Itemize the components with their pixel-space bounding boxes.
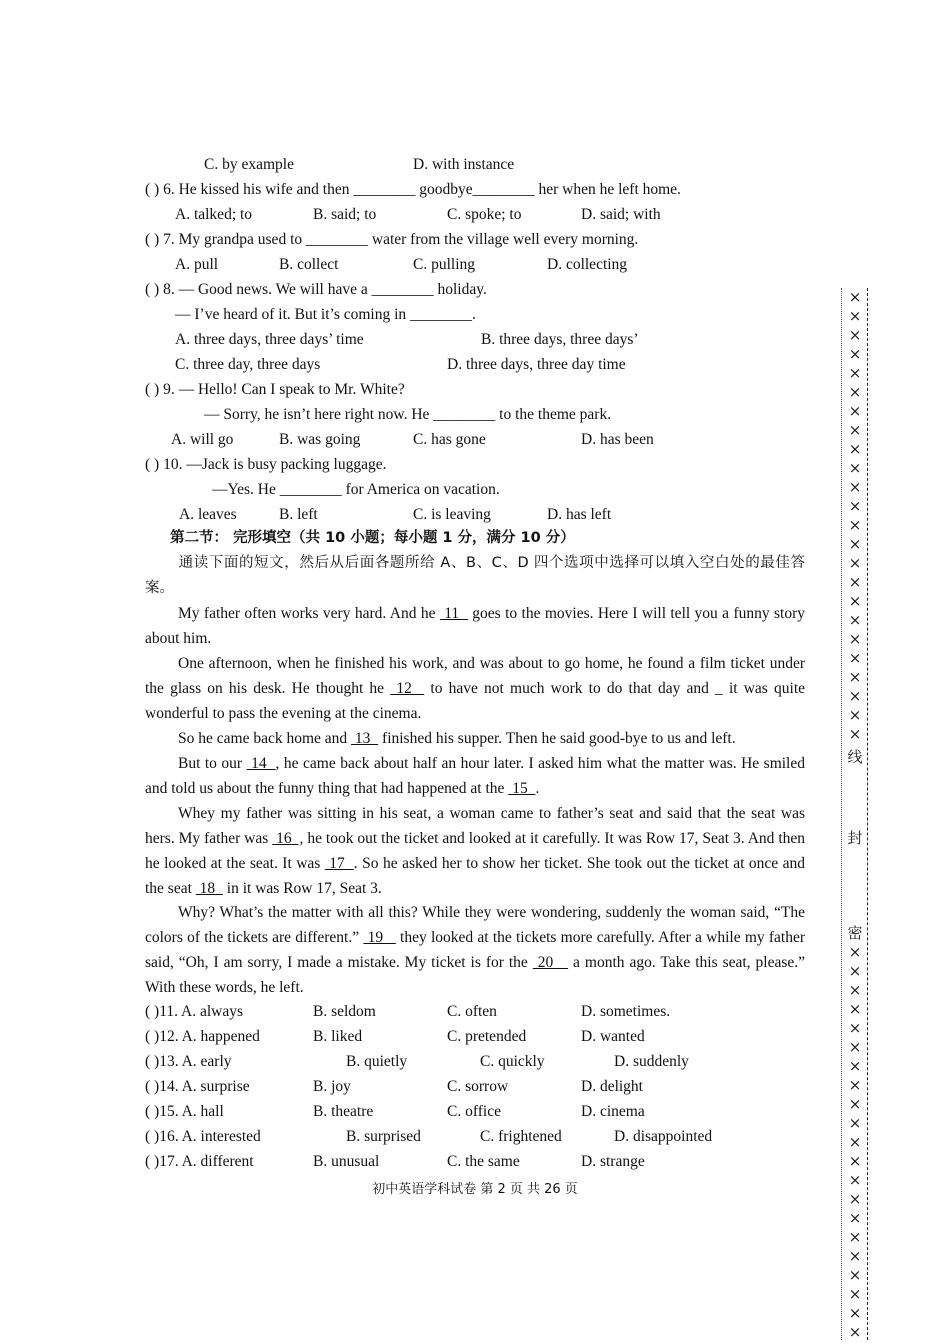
- binding-cross-mark: ×: [848, 421, 862, 439]
- blank-11: 11: [439, 605, 468, 622]
- choice-14-b: B. joy: [313, 1078, 351, 1095]
- binding-cross-mark: ×: [848, 668, 862, 686]
- choice-17-d: D. strange: [581, 1153, 645, 1170]
- binding-cross-mark: ×: [848, 1171, 862, 1189]
- q8-option-c: C. three day, three days: [175, 356, 321, 373]
- q7-option-b: B. collect: [279, 256, 339, 273]
- section-instructions: 通读下面的短文，然后从后面各题所给 A、B、C、D 四个选项中选择可以填入空白处的最佳答案。: [145, 555, 805, 596]
- q9-option-d: D. has been: [581, 431, 654, 448]
- binding-cross-mark: ×: [848, 1266, 862, 1284]
- blank-13: 13: [351, 730, 379, 747]
- binding-cross-mark: ×: [848, 649, 862, 667]
- passage-paragraph-1: My father often works very hard. And he 11 goes to the movies. Here I will tell you a funny story about him.: [145, 605, 805, 647]
- binding-cross-mark: ×: [848, 1209, 862, 1227]
- choice-13-c: C. quickly: [480, 1053, 545, 1070]
- binding-cross-mark: ×: [848, 307, 862, 325]
- binding-cross-mark: ×: [848, 1000, 862, 1018]
- q10-option-b: B. left: [279, 506, 318, 523]
- choice-16-b: B. surprised: [346, 1128, 421, 1145]
- binding-cross-mark: ×: [848, 1228, 862, 1246]
- binding-cross-mark: ×: [848, 1076, 862, 1094]
- choice-11-c: C. often: [447, 1003, 497, 1020]
- q9-option-a: A. will go: [171, 431, 234, 448]
- blank-20: 20: [532, 954, 569, 971]
- q10-option-a: A. leaves: [179, 506, 237, 523]
- binding-cross-mark: ×: [848, 440, 862, 458]
- q10-line2: —Yes. He ________ for America on vacation.: [212, 481, 500, 498]
- choice-12-c: C. pretended: [447, 1028, 527, 1045]
- choice-16-d: D. disappointed: [614, 1128, 713, 1145]
- choice-16-c: C. frightened: [480, 1128, 562, 1145]
- binding-inner-line: [841, 288, 842, 1340]
- binding-cross-mark: ×: [848, 1095, 862, 1113]
- passage-paragraph-3: So he came back home and 13 finished his supper. Then he said good-bye to us and left.: [178, 730, 736, 747]
- q7-option-a: A. pull: [175, 256, 219, 273]
- binding-cross-mark: ×: [848, 345, 862, 363]
- blank-12: 12: [390, 680, 425, 697]
- q6-option-b: B. said; to: [313, 206, 377, 223]
- q10-option-d: D. has left: [547, 506, 612, 523]
- binding-cross-mark: ×: [848, 943, 862, 961]
- binding-cross-mark: ×: [848, 1019, 862, 1037]
- q8-stem: ( ) 8. — Good news. We will have a ________ holiday.: [145, 281, 487, 298]
- choice-17-c: C. the same: [447, 1153, 520, 1170]
- q8-option-d: D. three days, three day time: [447, 356, 626, 373]
- binding-cross-mark: ×: [848, 573, 862, 591]
- binding-cross-mark: ×: [848, 611, 862, 629]
- choice-11-a: ( )11. A. always: [145, 1003, 244, 1020]
- binding-word-seal: 封: [847, 829, 863, 847]
- binding-cross-mark: ×: [848, 725, 862, 743]
- choice-14-c: C. sorrow: [447, 1078, 509, 1095]
- q5-option-c: C. by example: [204, 156, 294, 173]
- q7-stem: ( ) 7. My grandpa used to ________ water from the village well every morning.: [145, 231, 639, 248]
- binding-cross-mark: ×: [848, 1038, 862, 1056]
- blank-18: 18: [195, 880, 223, 897]
- choice-11-d: D. sometimes.: [581, 1003, 671, 1020]
- choice-17-b: B. unusual: [313, 1153, 380, 1170]
- binding-cross-mark: ×: [848, 516, 862, 534]
- binding-word-secret: 密: [847, 924, 863, 942]
- choice-16-a: ( )16. A. interested: [145, 1128, 261, 1145]
- q7-option-d: D. collecting: [547, 256, 628, 273]
- q5-option-d: D. with instance: [413, 156, 515, 173]
- binding-cross-mark: ×: [848, 1285, 862, 1303]
- q9-option-c: C. has gone: [413, 431, 486, 448]
- blank-14: 14: [246, 755, 276, 772]
- blank-19: 19: [363, 929, 396, 946]
- binding-cross-mark: ×: [848, 497, 862, 515]
- binding-cross-mark: ×: [848, 1247, 862, 1265]
- q10-option-c: C. is leaving: [413, 506, 491, 523]
- binding-cross-mark: ×: [848, 1304, 862, 1322]
- binding-cross-mark: ×: [848, 1152, 862, 1170]
- q6-option-d: D. said; with: [581, 206, 661, 223]
- page-footer: 初中英语学科试卷 第 2 页 共 26 页: [372, 1182, 578, 1197]
- binding-cross-mark: ×: [848, 962, 862, 980]
- choice-15-c: C. office: [447, 1103, 501, 1120]
- choice-17-a: ( )17. A. different: [145, 1153, 254, 1170]
- binding-cross-mark: ×: [848, 554, 862, 572]
- q7-option-c: C. pulling: [413, 256, 476, 273]
- binding-line: [838, 288, 870, 1340]
- section-heading: 第二节： 完形填空（共 10 小题；每小题 1 分，满分 10 分）: [170, 530, 575, 546]
- q10-stem: ( ) 10. —Jack is busy packing luggage.: [145, 456, 387, 473]
- blank-15: 15: [508, 780, 536, 797]
- binding-cross-mark: ×: [848, 1057, 862, 1075]
- binding-cross-mark: ×: [848, 459, 862, 477]
- choice-15-a: ( )15. A. hall: [145, 1103, 224, 1120]
- passage-paragraph-5: Whey my father was sitting in his seat, a woman came to father’s seat and said that the seat was hers. My father was 16 , he took out the ticket and looked at it carefully. It was Row 17, Seat 3. And then he looked at the seat. It was 17 . So he asked her to show her ticket. She took out the ticket at once and the seat 18 in it was Row 17, Seat 3.: [145, 805, 806, 897]
- q8-option-a: A. three days, three days’ time: [175, 331, 364, 348]
- binding-cross-mark: ×: [848, 402, 862, 420]
- binding-cross-mark: ×: [848, 326, 862, 344]
- binding-cross-mark: ×: [848, 630, 862, 648]
- choice-12-b: B. liked: [313, 1028, 363, 1045]
- q6-stem: ( ) 6. He kissed his wife and then ________ goodbye________ her when he left home.: [145, 181, 681, 198]
- binding-cross-mark: ×: [848, 706, 862, 724]
- binding-cross-mark: ×: [848, 1190, 862, 1208]
- choice-15-d: D. cinema: [581, 1103, 645, 1120]
- binding-cross-mark: ×: [848, 383, 862, 401]
- q9-option-b: B. was going: [279, 431, 361, 448]
- binding-cross-mark: ×: [848, 1133, 862, 1151]
- binding-dashed-line: [867, 288, 868, 1340]
- choice-13-d: D. suddenly: [614, 1053, 689, 1070]
- choice-13-a: ( )13. A. early: [145, 1053, 232, 1070]
- binding-cross-mark: ×: [848, 478, 862, 496]
- binding-cross-mark: ×: [848, 592, 862, 610]
- choice-11-b: B. seldom: [313, 1003, 376, 1020]
- choice-14-d: D. delight: [581, 1078, 643, 1095]
- q8-option-b: B. three days, three days’: [481, 331, 639, 348]
- passage-paragraph-6: Why? What’s the matter with all this? While they were wondering, suddenly the woman said, “The colors of the tickets are different.” 19 they looked at the tickets more carefully. After a while my father said, “Oh, I am sorry, I made a mistake. My ticket is for the 20 a month ago. Take this seat, please.” With these words, he left.: [145, 904, 805, 996]
- blank-16: 16 ,: [272, 830, 304, 847]
- choice-12-a: ( )12. A. happened: [145, 1028, 260, 1045]
- q6-option-a: A. talked; to: [175, 206, 253, 223]
- blank-17: 17: [324, 855, 354, 872]
- choice-12-d: D. wanted: [581, 1028, 645, 1045]
- binding-cross-mark: ×: [848, 1114, 862, 1132]
- q8-line2: — I’ve heard of it. But it’s coming in ________.: [175, 306, 476, 323]
- choice-14-a: ( )14. A. surprise: [145, 1078, 250, 1095]
- passage-paragraph-4: But to our 14 , he came back about half an hour later. I asked him what the matter was. He smiled and told us about the funny thing that had happened at the 15 .: [145, 755, 805, 797]
- passage-paragraph-2: One afternoon, when he finished his work, and was about to go home, he found a film ticket under the glass on his desk. He thought he 12 to have not much work to do that day and _ it was quite wonderful to pass the evening at the cinema.: [145, 655, 806, 722]
- q9-stem: ( ) 9. — Hello! Can I speak to Mr. White?: [145, 381, 405, 398]
- binding-cross-mark: ×: [848, 687, 862, 705]
- q9-line2: — Sorry, he isn’t here right now. He ________ to the theme park.: [204, 406, 612, 423]
- binding-cross-mark: ×: [848, 288, 862, 306]
- binding-word-line: 线: [847, 748, 863, 766]
- q6-option-c: C. spoke; to: [447, 206, 522, 223]
- binding-cross-mark: ×: [848, 535, 862, 553]
- choice-15-b: B. theatre: [313, 1103, 374, 1120]
- choice-13-b: B. quietly: [346, 1053, 408, 1070]
- binding-cross-mark: ×: [848, 981, 862, 999]
- binding-cross-mark: ×: [848, 1323, 862, 1341]
- binding-cross-mark: ×: [848, 364, 862, 382]
